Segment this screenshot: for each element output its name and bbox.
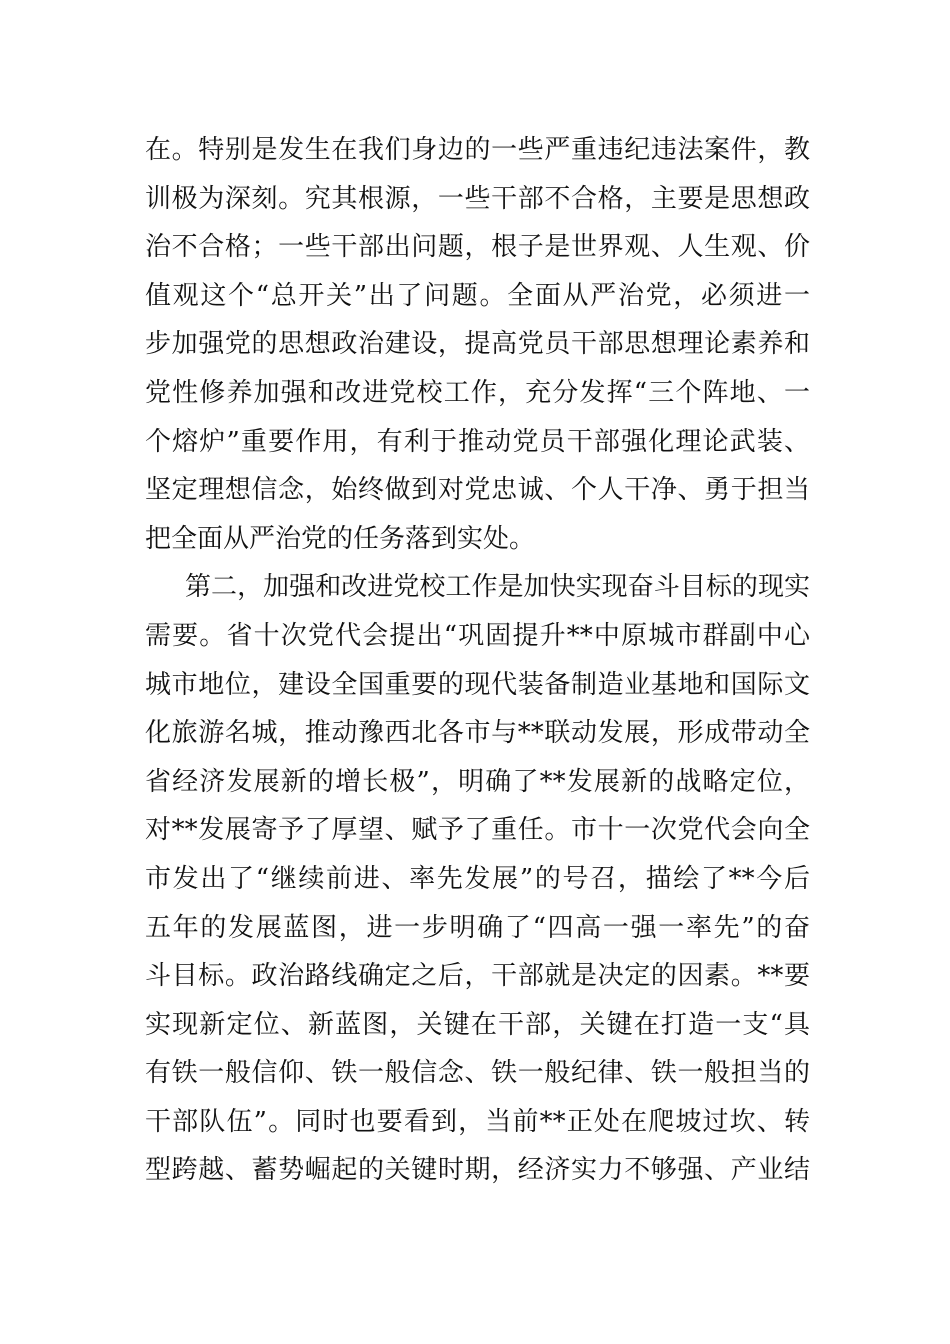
text-line: 干部队伍”。同时也要看到，当前**正处在爬坡过坎、转 — [145, 1106, 810, 1137]
text-line: 需要。省十次党代会提出“巩固提升**中原城市群副中心 — [145, 620, 810, 651]
text-line: 化旅游名城，推动豫西北各市与**联动发展，形成带动全 — [145, 718, 810, 749]
text-line: 型跨越、蓄势崛起的关键时期，经济实力不够强、产业结 — [145, 1155, 810, 1186]
text-line: 在。特别是发生在我们身边的一些严重违纪违法案件，教 — [145, 135, 810, 165]
text-line: 步加强党的思想政治建设，提高党员干部思想理论素养和 — [145, 329, 810, 360]
text-line: 值观这个“总开关”出了问题。全面从严治党，必须进一 — [145, 280, 810, 311]
text-line: 实现新定位、新蓝图，关键在干部，关键在打造一支“具 — [145, 1009, 810, 1040]
text-line: 斗目标。政治路线确定之后，干部就是决定的因素。**要 — [145, 961, 810, 992]
text-line: 训极为深刻。究其根源，一些干部不合格，主要是思想政 — [145, 183, 810, 214]
text-line: 省经济发展新的增长极”，明确了**发展新的战略定位， — [145, 766, 810, 797]
paragraph-end-line: 把全面从严治党的任务落到实处。 — [145, 523, 536, 554]
text-line: 坚定理想信念，始终做到对党忠诚、个人干净、勇于担当 — [145, 475, 810, 506]
text-line: 有铁一般信仰、铁一般信念、铁一般纪律、铁一般担当的 — [145, 1058, 810, 1089]
body-text — [145, 126, 810, 1195]
text-line: 党性修养加强和改进党校工作，充分发挥“三个阵地、一 — [145, 377, 810, 408]
text-line: 城市地位，建设全国重要的现代装备制造业基地和国际文 — [145, 669, 810, 700]
text-line: 五年的发展蓝图，进一步明确了“四高一强一率先”的奋 — [145, 912, 810, 943]
text-line: 个熔炉”重要作用，有利于推动党员干部强化理论武装、 — [145, 426, 810, 457]
text-line: 治不合格；一些干部出问题，根子是世界观、人生观、价 — [145, 232, 810, 263]
paragraph-start-line: 第二，加强和改进党校工作是加快实现奋斗目标的现实 — [185, 572, 810, 603]
text-line: 对**发展寄予了厚望、赋予了重任。市十一次党代会向全 — [145, 815, 810, 846]
text-line: 市发出了“继续前进、率先发展”的号召，描绘了**今后 — [145, 863, 810, 894]
